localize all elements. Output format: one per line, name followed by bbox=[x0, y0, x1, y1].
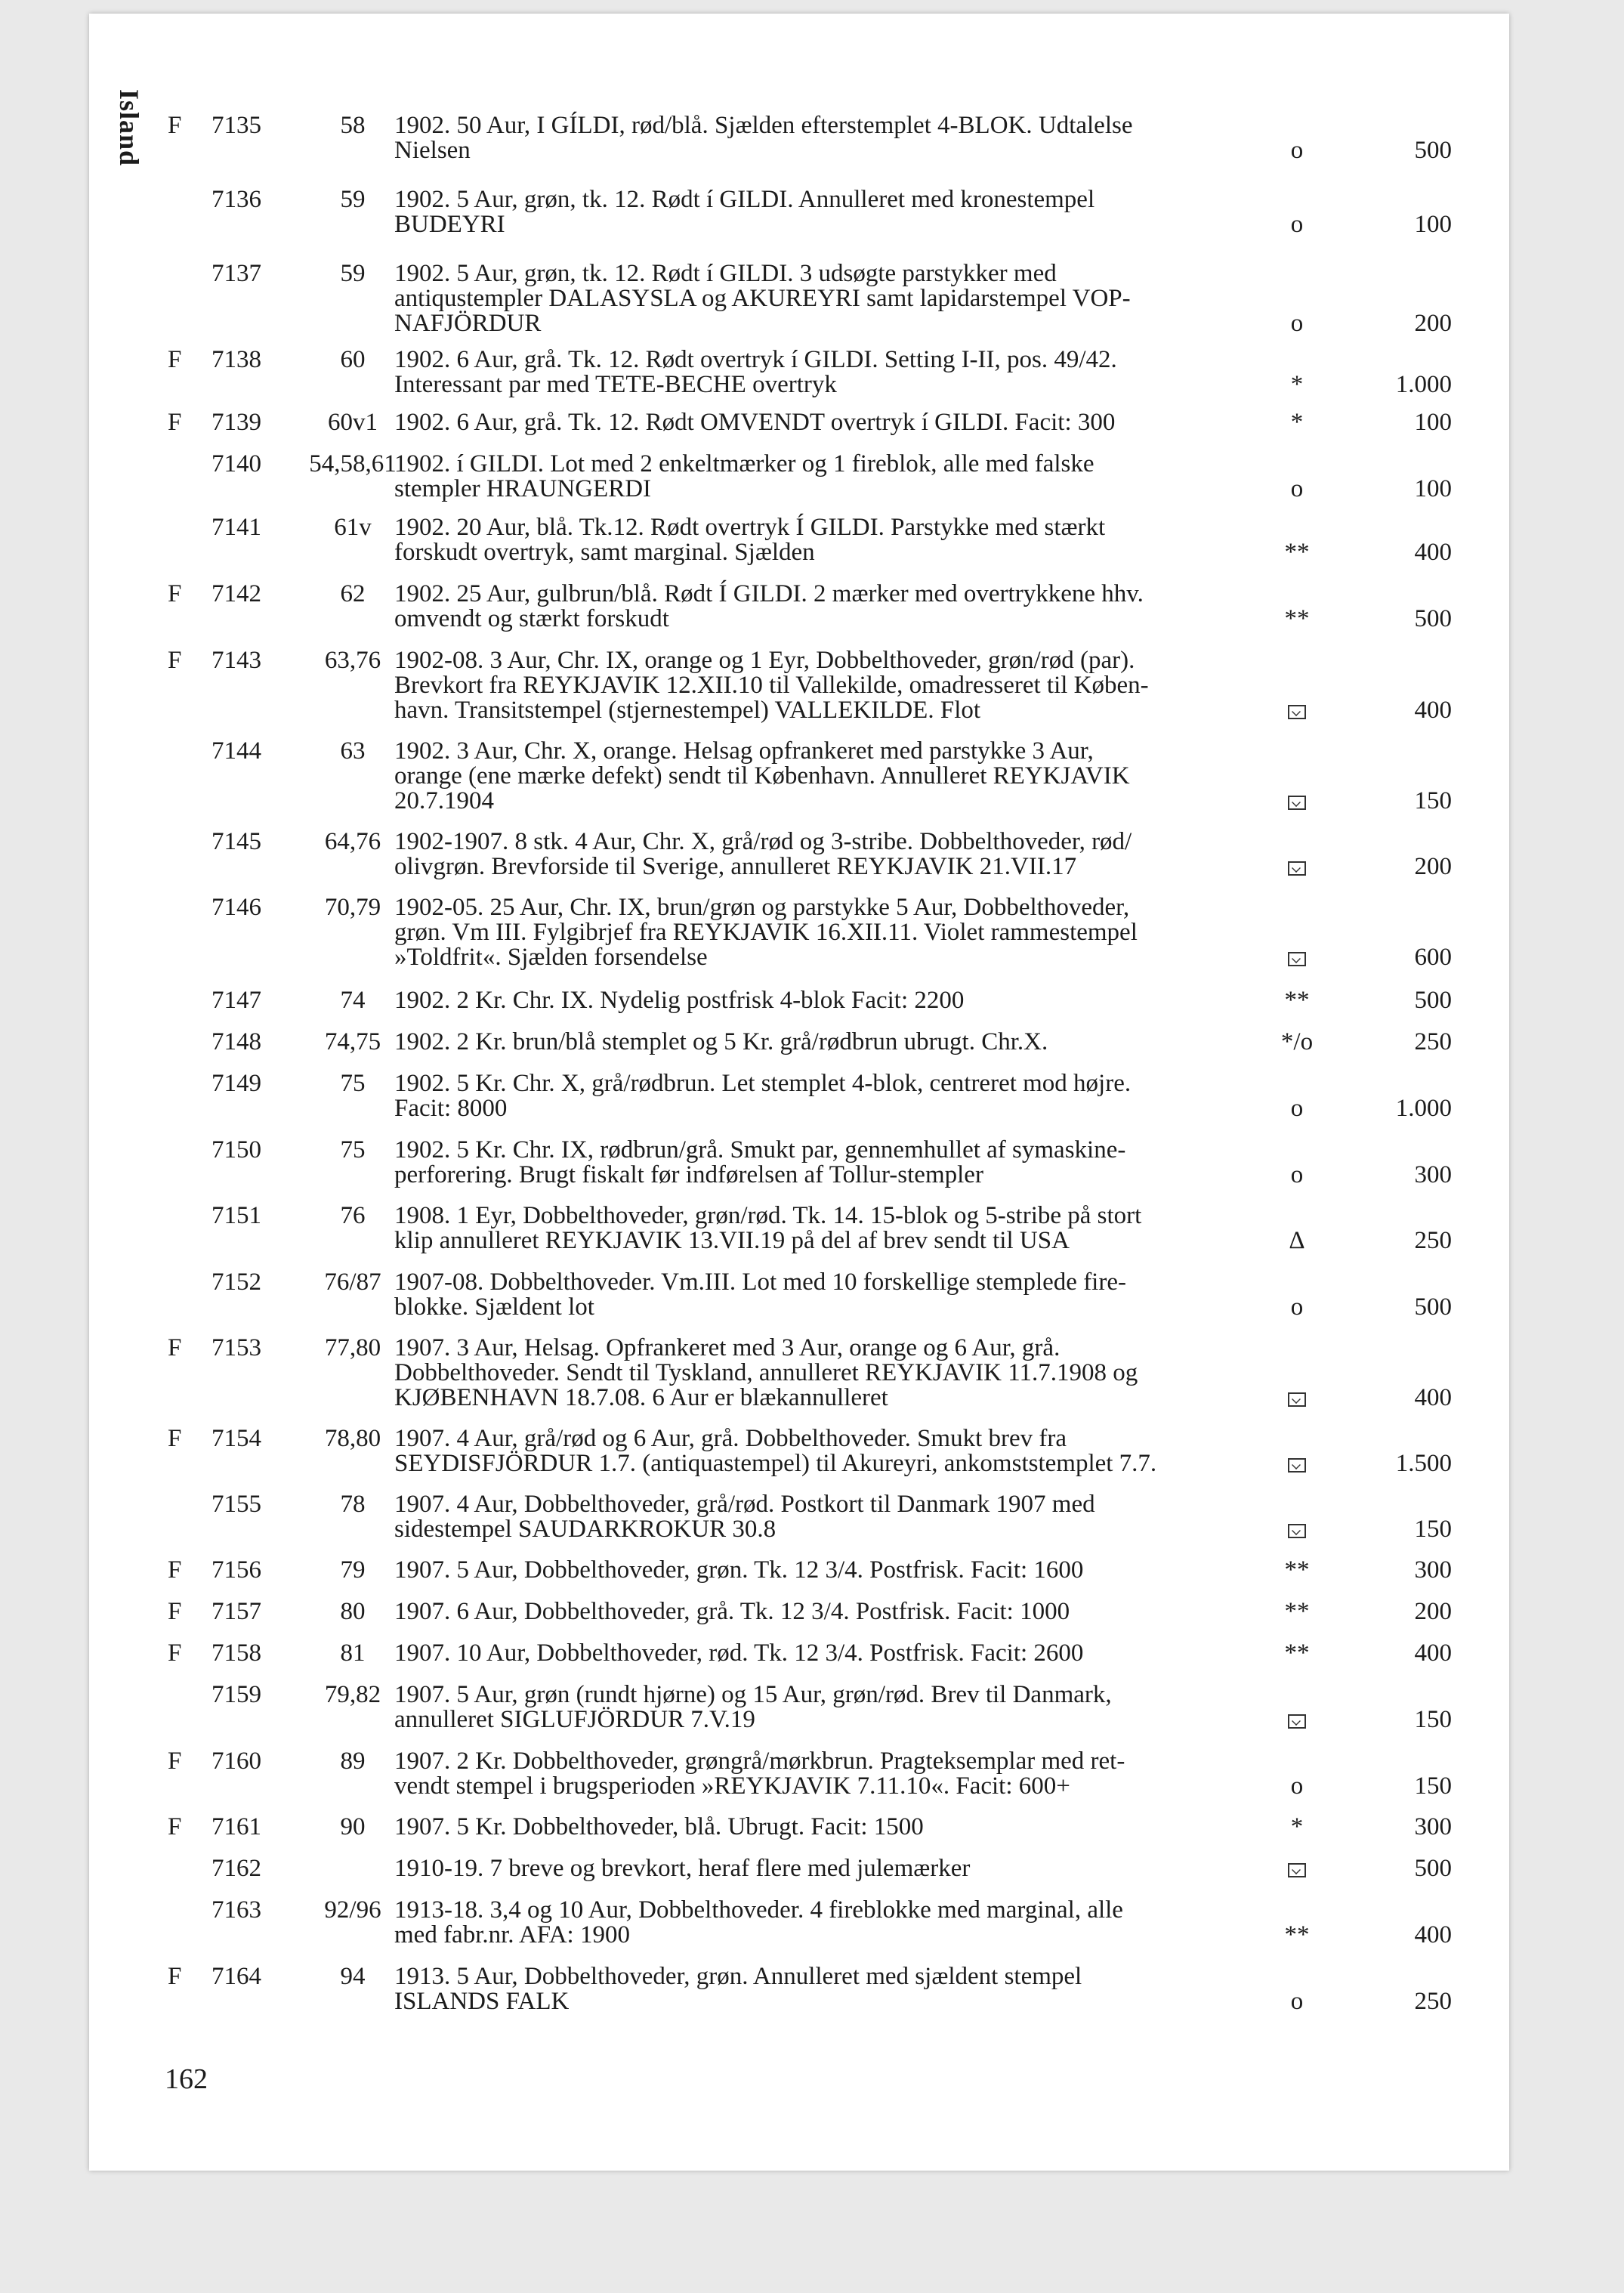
catalogue-number: 74 bbox=[340, 987, 366, 1014]
lot-number: 7146 bbox=[211, 894, 261, 921]
lot-price: 150 bbox=[1414, 787, 1452, 814]
lot-number: 7139 bbox=[211, 409, 261, 436]
lot-description: 1907. 2 Kr. Dobbelthoveder, grøngrå/mørkbrun. Pragteksemplar med ret- vendt stempel i brugsperioden »REYKJAVIK 7.11.10«. Facit: 600+ bbox=[394, 1748, 1125, 1800]
catalogue-number: 74,75 bbox=[324, 1028, 381, 1055]
lot-price: 400 bbox=[1414, 1921, 1452, 1948]
lot-price: 250 bbox=[1414, 1227, 1452, 1254]
lot-price: 500 bbox=[1414, 605, 1452, 632]
catalogue-number: 76/87 bbox=[324, 1269, 381, 1296]
catalogue-number: 90 bbox=[340, 1813, 366, 1840]
lot-flag: F bbox=[168, 647, 182, 674]
lot-description: 1907-08. Dobbelthoveder. Vm.III. Lot med 10 forskellige stemplede fire- blokke. Sjældent lot bbox=[394, 1269, 1126, 1321]
lot-number: 7163 bbox=[211, 1896, 261, 1924]
lot-price: 1.000 bbox=[1395, 371, 1452, 398]
lot-price: 400 bbox=[1414, 1384, 1452, 1411]
catalogue-number: 77,80 bbox=[324, 1334, 381, 1361]
lot-condition: o bbox=[1290, 310, 1304, 337]
lot-description: 1907. 3 Aur, Helsag. Opfrankeret med 3 Aur, orange og 6 Aur, grå. Dobbelthoveder. Sendt til Tyskland, annulleret REYKJAVIK 11.7.1908 og KJØBENHAVN 18.7.08. 6 Aur er blækannulleret bbox=[394, 1334, 1138, 1411]
lot-condition: o bbox=[1290, 1988, 1304, 2015]
catalogue-number: 81 bbox=[340, 1639, 366, 1667]
lot-flag: F bbox=[168, 1598, 182, 1625]
lot-flag: F bbox=[168, 1425, 182, 1452]
lot-number: 7142 bbox=[211, 580, 261, 607]
cover-envelope-icon bbox=[1233, 1386, 1361, 1411]
lot-condition: ** bbox=[1284, 605, 1310, 632]
lot-condition: * bbox=[1290, 409, 1304, 436]
lot-number: 7136 bbox=[211, 186, 261, 213]
lot-number: 7164 bbox=[211, 1963, 261, 1990]
lot-price: 400 bbox=[1414, 1639, 1452, 1667]
lot-description: 1902. 5 Aur, grøn, tk. 12. Rødt í GILDI. Annulleret med kronestempel BUDEYRI bbox=[394, 186, 1095, 238]
catalogue-number: 89 bbox=[340, 1748, 366, 1775]
lot-condition: Δ bbox=[1289, 1227, 1305, 1254]
lot-condition: ** bbox=[1284, 1556, 1310, 1584]
lot-price: 500 bbox=[1414, 1293, 1452, 1321]
lot-number: 7144 bbox=[211, 737, 261, 765]
lot-price: 500 bbox=[1414, 987, 1452, 1014]
lot-number: 7140 bbox=[211, 450, 261, 477]
catalogue-number: 54,58,61 bbox=[309, 450, 397, 477]
lot-condition: o bbox=[1290, 1161, 1304, 1188]
lot-description: 1902. 5 Kr. Chr. X, grå/rødbrun. Let stemplet 4-blok, centreret mod højre. Facit: 8000 bbox=[394, 1070, 1132, 1122]
lot-description: 1902-1907. 8 stk. 4 Aur, Chr. X, grå/rød og 3-stribe. Dobbelthoveder, rød/ olivgrøn. Brevforside til Sverige, annulleret REYKJAVIK 21.VII.17 bbox=[394, 828, 1132, 880]
lot-condition: o bbox=[1290, 211, 1304, 238]
lot-condition: */o bbox=[1280, 1028, 1314, 1055]
lot-description: 1910-19. 7 breve og brevkort, heraf flere med julemærker bbox=[394, 1855, 971, 1882]
lot-flag: F bbox=[168, 1334, 182, 1361]
lot-price: 1.500 bbox=[1395, 1450, 1452, 1477]
catalogue-number: 59 bbox=[340, 260, 366, 287]
lot-price: 150 bbox=[1414, 1706, 1452, 1733]
catalogue-number: 64,76 bbox=[324, 828, 381, 855]
lot-price: 600 bbox=[1414, 944, 1452, 971]
cover-envelope-icon bbox=[1233, 1451, 1361, 1476]
lot-description: 1902. 6 Aur, grå. Tk. 12. Rødt OMVENDT overtryk í GILDI. Facit: 300 bbox=[394, 409, 1116, 436]
lot-condition: o bbox=[1290, 1095, 1304, 1122]
catalogue-number: 58 bbox=[340, 112, 366, 139]
lot-description: 1913-18. 3,4 og 10 Aur, Dobbelthoveder. 4 fireblokke med marginal, alle med fabr.nr. AFA: 1900 bbox=[394, 1896, 1123, 1948]
lot-description: 1902. 20 Aur, blå. Tk.12. Rødt overtryk Í GILDI. Parstykke med stærkt forskudt overtryk, samt marginal. Sjælden bbox=[394, 514, 1106, 566]
lot-number: 7155 bbox=[211, 1491, 261, 1518]
cover-envelope-icon bbox=[1233, 789, 1361, 814]
catalogue-number: 92/96 bbox=[324, 1896, 381, 1924]
lot-description: 1908. 1 Eyr, Dobbelthoveder, grøn/rød. Tk. 14. 15-blok og 5-stribe på stort klip annulleret REYKJAVIK 13.VII.19 på del af brev sendt til USA bbox=[394, 1202, 1142, 1254]
section-side-label: Island bbox=[114, 89, 144, 167]
lot-description: 1913. 5 Aur, Dobbelthoveder, grøn. Annulleret med sjældent stempel ISLANDS FALK bbox=[394, 1963, 1082, 2015]
lot-number: 7135 bbox=[211, 112, 261, 139]
cover-envelope-icon bbox=[1233, 698, 1361, 723]
catalogue-number: 75 bbox=[340, 1136, 366, 1163]
cover-envelope-icon bbox=[1233, 1856, 1361, 1881]
lot-flag: F bbox=[168, 1963, 182, 1990]
lot-flag: F bbox=[168, 409, 182, 436]
lot-description: 1907. 4 Aur, Dobbelthoveder, grå/rød. Postkort til Danmark 1907 med sidestempel SAUDARKROKUR 30.8 bbox=[394, 1491, 1095, 1543]
lot-price: 200 bbox=[1414, 310, 1452, 337]
lot-description: 1902. 50 Aur, I GÍLDI, rød/blå. Sjælden efterstemplet 4-BLOK. Udtalelse Nielsen bbox=[394, 112, 1133, 164]
lot-description: 1907. 5 Aur, grøn (rundt hjørne) og 15 Aur, grøn/rød. Brev til Danmark, annulleret SIGLUFJÖRDUR 7.V.19 bbox=[394, 1681, 1112, 1733]
lot-price: 150 bbox=[1414, 1772, 1452, 1800]
lot-price: 250 bbox=[1414, 1988, 1452, 2015]
lot-description: 1902-05. 25 Aur, Chr. IX, brun/grøn og parstykke 5 Aur, Dobbelthoveder, grøn. Vm III. Fylgibrjef fra REYKJAVIK 16.XII.11. Violet rammestempel »Toldfrit«. Sjælden forsendelse bbox=[394, 894, 1138, 971]
lot-description: 1907. 10 Aur, Dobbelthoveder, rød. Tk. 12 3/4. Postfrisk. Facit: 2600 bbox=[394, 1639, 1084, 1667]
lot-number: 7159 bbox=[211, 1681, 261, 1708]
lot-flag: F bbox=[168, 580, 182, 607]
lot-price: 100 bbox=[1414, 409, 1452, 436]
catalogue-number: 70,79 bbox=[324, 894, 381, 921]
lot-description: 1902. 6 Aur, grå. Tk. 12. Rødt overtryk í GILDI. Setting I-II, pos. 49/42. Interessant par med TETE-BECHE overtryk bbox=[394, 346, 1117, 398]
cover-envelope-icon bbox=[1233, 854, 1361, 879]
lot-price: 200 bbox=[1414, 853, 1452, 880]
lot-price: 500 bbox=[1414, 137, 1452, 164]
lot-price: 1.000 bbox=[1395, 1095, 1452, 1122]
lot-price: 150 bbox=[1414, 1516, 1452, 1543]
lot-number: 7157 bbox=[211, 1598, 261, 1625]
lot-description: 1902. 25 Aur, gulbrun/blå. Rødt Í GILDI. 2 mærker med overtrykkene hhv. omvendt og stærkt forskudt bbox=[394, 580, 1144, 632]
lot-condition: o bbox=[1290, 137, 1304, 164]
lot-condition: ** bbox=[1284, 539, 1310, 566]
lot-price: 400 bbox=[1414, 539, 1452, 566]
lot-description: 1907. 5 Kr. Dobbelthoveder, blå. Ubrugt. Facit: 1500 bbox=[394, 1813, 924, 1840]
lot-condition: o bbox=[1290, 1293, 1304, 1321]
lot-number: 7138 bbox=[211, 346, 261, 373]
cover-envelope-icon bbox=[1233, 1517, 1361, 1542]
catalogue-number: 59 bbox=[340, 186, 366, 213]
lot-condition: * bbox=[1290, 1813, 1304, 1840]
lot-description: 1902. 2 Kr. Chr. IX. Nydelig postfrisk 4-blok Facit: 2200 bbox=[394, 987, 965, 1014]
lot-condition: ** bbox=[1284, 987, 1310, 1014]
lot-number: 7150 bbox=[211, 1136, 261, 1163]
lot-flag: F bbox=[168, 1556, 182, 1584]
lot-number: 7137 bbox=[211, 260, 261, 287]
lot-number: 7161 bbox=[211, 1813, 261, 1840]
lot-flag: F bbox=[168, 346, 182, 373]
lot-number: 7162 bbox=[211, 1855, 261, 1882]
lot-number: 7141 bbox=[211, 514, 261, 541]
lot-description: 1907. 4 Aur, grå/rød og 6 Aur, grå. Dobbelthoveder. Smukt brev fra SEYDISFJÖRDUR 1.7. (antiquastempel) til Akureyri, ankomststemplet 7.7. bbox=[394, 1425, 1157, 1477]
lot-condition: o bbox=[1290, 1772, 1304, 1800]
lot-description: 1902-08. 3 Aur, Chr. IX, orange og 1 Eyr, Dobbelthoveder, grøn/rød (par). Brevkort fra REYKJAVIK 12.XII.10 til Vallekilde, omadresseret til Køben- havn. Transitstempel (stjernestempel) VALLEKILDE. Flot bbox=[394, 647, 1149, 724]
lot-description: 1902. í GILDI. Lot med 2 enkeltmærker og 1 fireblok, alle med falske stempler HRAUNGERDI bbox=[394, 450, 1095, 502]
lot-number: 7160 bbox=[211, 1748, 261, 1775]
lot-number: 7154 bbox=[211, 1425, 261, 1452]
lot-price: 500 bbox=[1414, 1855, 1452, 1882]
lot-price: 300 bbox=[1414, 1161, 1452, 1188]
catalogue-number: 79 bbox=[340, 1556, 366, 1584]
catalogue-number: 60v1 bbox=[328, 409, 378, 436]
lot-price: 100 bbox=[1414, 211, 1452, 238]
lot-flag: F bbox=[168, 112, 182, 139]
catalogue-number: 78 bbox=[340, 1491, 366, 1518]
lot-condition: ** bbox=[1284, 1639, 1310, 1667]
lot-price: 400 bbox=[1414, 697, 1452, 724]
cover-envelope-icon bbox=[1233, 1707, 1361, 1732]
page-number: 162 bbox=[165, 2063, 208, 2095]
lot-price: 300 bbox=[1414, 1556, 1452, 1584]
lot-condition: ** bbox=[1284, 1598, 1310, 1625]
lot-number: 7151 bbox=[211, 1202, 261, 1229]
catalogue-number: 60 bbox=[340, 346, 366, 373]
lot-price: 100 bbox=[1414, 475, 1452, 502]
lot-condition: o bbox=[1290, 475, 1304, 502]
catalogue-number: 75 bbox=[340, 1070, 366, 1097]
lot-price: 300 bbox=[1414, 1813, 1452, 1840]
lot-condition: * bbox=[1290, 371, 1304, 398]
lot-price: 200 bbox=[1414, 1598, 1452, 1625]
catalogue-number: 79,82 bbox=[324, 1681, 381, 1708]
catalogue-number: 62 bbox=[340, 580, 366, 607]
catalogue-number: 78,80 bbox=[324, 1425, 381, 1452]
lot-number: 7152 bbox=[211, 1269, 261, 1296]
lot-description: 1907. 5 Aur, Dobbelthoveder, grøn. Tk. 12 3/4. Postfrisk. Facit: 1600 bbox=[394, 1556, 1084, 1584]
lot-condition: ** bbox=[1284, 1921, 1310, 1948]
catalogue-number: 63,76 bbox=[324, 647, 381, 674]
lot-description: 1902. 2 Kr. brun/blå stemplet og 5 Kr. grå/rødbrun ubrugt. Chr.X. bbox=[394, 1028, 1048, 1055]
lot-flag: F bbox=[168, 1813, 182, 1840]
lot-flag: F bbox=[168, 1639, 182, 1667]
lot-description: 1902. 5 Aur, grøn, tk. 12. Rødt í GILDI. 3 udsøgte parstykker med antiqustempler DALASYSLA og AKUREYRI samt lapidarstempel VOP- NAFJÖRDUR bbox=[394, 260, 1131, 337]
catalogue-number: 76 bbox=[340, 1202, 366, 1229]
catalogue-number: 94 bbox=[340, 1963, 366, 1990]
lot-description: 1902. 5 Kr. Chr. IX, rødbrun/grå. Smukt par, gennemhullet af symaskine- perforering. Brugt fiskalt før indførelsen af Tollur-stempler bbox=[394, 1136, 1126, 1188]
lot-number: 7149 bbox=[211, 1070, 261, 1097]
cover-envelope-icon bbox=[1233, 945, 1361, 970]
catalogue-number: 63 bbox=[340, 737, 366, 765]
lot-price: 250 bbox=[1414, 1028, 1452, 1055]
lot-number: 7156 bbox=[211, 1556, 261, 1584]
lot-flag: F bbox=[168, 1748, 182, 1775]
lot-number: 7153 bbox=[211, 1334, 261, 1361]
lot-number: 7148 bbox=[211, 1028, 261, 1055]
catalogue-number: 61v bbox=[334, 514, 372, 541]
lot-number: 7158 bbox=[211, 1639, 261, 1667]
catalogue-number: 80 bbox=[340, 1598, 366, 1625]
lot-description: 1907. 6 Aur, Dobbelthoveder, grå. Tk. 12 3/4. Postfrisk. Facit: 1000 bbox=[394, 1598, 1070, 1625]
lot-number: 7147 bbox=[211, 987, 261, 1014]
lot-description: 1902. 3 Aur, Chr. X, orange. Helsag opfrankeret med parstykke 3 Aur, orange (ene mærke defekt) sendt til København. Annulleret REYKJAVIK 20.7.1904 bbox=[394, 737, 1130, 814]
lot-number: 7145 bbox=[211, 828, 261, 855]
lot-number: 7143 bbox=[211, 647, 261, 674]
